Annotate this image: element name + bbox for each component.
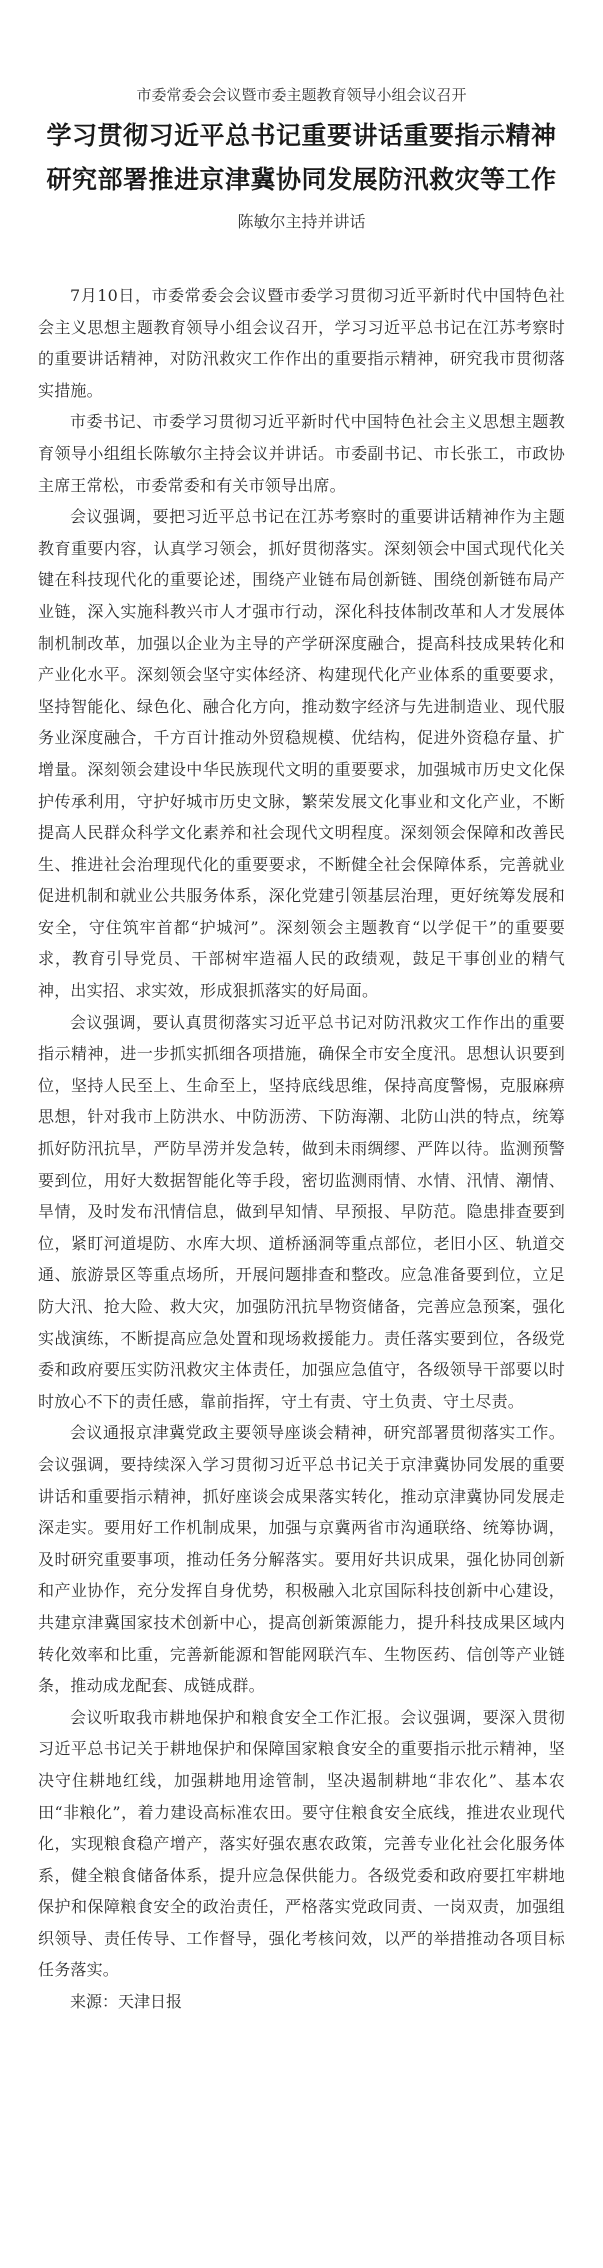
paragraph-flood-control: 会议强调，要认真贯彻落实习近平总书记对防汛救灾工作作出的重要指示精神，进一步抓实抓细各项措施，确保全市安全度汛。思想认识要到位，坚持人民至上、生命至上，坚持底线思维，保持高度警惕，克服麻痹思想，针对我市上防洪水、中防沥涝、下防海潮、北防山洪的特点，统筹抓好防汛抗旱，严防旱涝并发急转，做到未雨绸缪、严阵以待。监测预警要到位，用好大数据智能化等手段，密切监测雨情、水情、汛情、潮情、旱情，及时发布汛情信息，做到早知情、早预报、早防范。隐患排查要到位，紧盯河道堤防、水库大坝、道桥涵洞等重点部位，老旧小区、轨道交通、旅游景区等重点场所，开展问题排查和整改。应急准备要到位，立足防大汛、抢大险、救大灾，加强防汛抗旱物资储备，完善应急预案，强化实战演练，不断提高应急处置和现场救援能力。责任落实要到位，各级党委和政府要压实防汛救灾主体责任，加强应急值守，各级领导干部要以时时放心不下的责任感，靠前指挥，守土有责、守土负责、守土尽责。 xyxy=(38,1012,565,1411)
headline-line-2: 研究部署推进京津冀协同发展防汛救灾等工作 xyxy=(46,165,557,194)
article-kicker: 市委常委会会议暨市委主题教育领导小组会议召开 xyxy=(136,86,467,104)
source-line: 来源：天津日报 xyxy=(70,1992,183,2012)
paragraph-jiangsu-speech: 会议强调，要把习近平总书记在江苏考察时的重要讲话精神作为主题教育重要内容，认真学习领会，抓好贯彻落实。深刻领会中国式现代化关键在科技现代化的重要论述，围绕产业链布局创新链、围绕创新链布局产业链，深入实施科教兴市人才强市行动，深化科技体制改革和人才发展体制机制改革，加强以企业为主导的产学研深度融合，提高科技成果转化和产业化水平。深刻领会坚守实体经济、构建现代化产业体系的重要要求，坚持智能化、绿色化、融合化方向，推动数字经济与先进制造业、现代服务业深度融合，千方百计推动外贸稳规模、优结构，促进外资稳存量、扩增量。深刻领会建设中华民族现代文明的重要要求，加强城市历史文化保护传承利用，守护好城市历史文脉，繁荣发展文化事业和文化产业，不断提高人民群众科学文化素养和社会现代文明程度。深刻领会保障和改善民生、推进社会治理现代化的重要要求，不断健全社会保障体系，完善就业促进机制和就业公共服务体系，深化党建引领基层治理，更好统筹发展和安全，守住筑牢首都“护城河”。深刻领会主题教育“以学促干”的重要要求，教育引导党员、干部树牢造福人民的政绩观，鼓足干事创业的精气神，出实招、求实效，形成狠抓落实的好局面。 xyxy=(38,507,565,1001)
paragraph-attendees: 市委书记、市委学习贯彻习近平新时代中国特色社会主义思想主题教育领导小组组长陈敏尔主持会议并讲话。市委副书记、市长张工，市政协主席王常松，市委常委和有关市领导出席。 xyxy=(38,412,565,495)
paragraph-jing-jin-ji: 会议通报京津冀党政主要领导座谈会精神，研究部署贯彻落实工作。会议强调，要持续深入学习贯彻习近平总书记关于京津冀协同发展的重要讲话和重要指示精神，抓好座谈会成果落实转化，推动京津冀协同发展走深走实。要用好工作机制成果，加强与京冀两省市沟通联络、统筹协调，及时研究重要事项，推动任务分解落实。要用好共识成果，强化协同创新和产业协作，充分发挥自身优势，积极融入北京国际科技创新中心建设，共建京津冀国家技术创新中心，提高创新策源能力，提升科技成果区域内转化效率和比重，完善新能源和智能网联汽车、生物医药、信创等产业链条，推动成龙配套、成链成群。 xyxy=(38,1423,565,1696)
paragraph-farmland-grain: 会议听取我市耕地保护和粮食安全工作汇报。会议强调，要深入贯彻习近平总书记关于耕地保护和保障国家粮食安全的重要指示批示精神，坚决守住耕地红线，加强耕地用途管制，坚决遏制耕地“非农化”、基本农田“非粮化”，着力建设高标准农田。要守住粮食安全底线，推进农业现代化，实现粮食稳产增产，落实好强农惠农政策，完善专业化社会化服务体系，健全粮食储备体系，提升应急保供能力。各级党委和政府要扛牢耕地保护和保障粮食安全的政治责任，严格落实党政同责、一岗双责，加强组织领导、责任传导、工作督导，强化考核问效，以严的举措推动各项目标任务落实。 xyxy=(38,1707,565,1980)
article-body xyxy=(38,280,565,2018)
byline: 陈敏尔主持并讲话 xyxy=(237,212,366,231)
paragraph-intro: 7月10日，市委常委会会议暨市委学习贯彻习近平新时代中国特色社会主义思想主题教育领导小组会议召开，学习习近平总书记在江苏考察时的重要讲话精神，对防汛救灾工作作出的重要指示精神，研究我市贯彻落实措施。 xyxy=(38,286,565,400)
headline-line-1: 学习贯彻习近平总书记重要讲话重要指示精神 xyxy=(46,121,557,150)
